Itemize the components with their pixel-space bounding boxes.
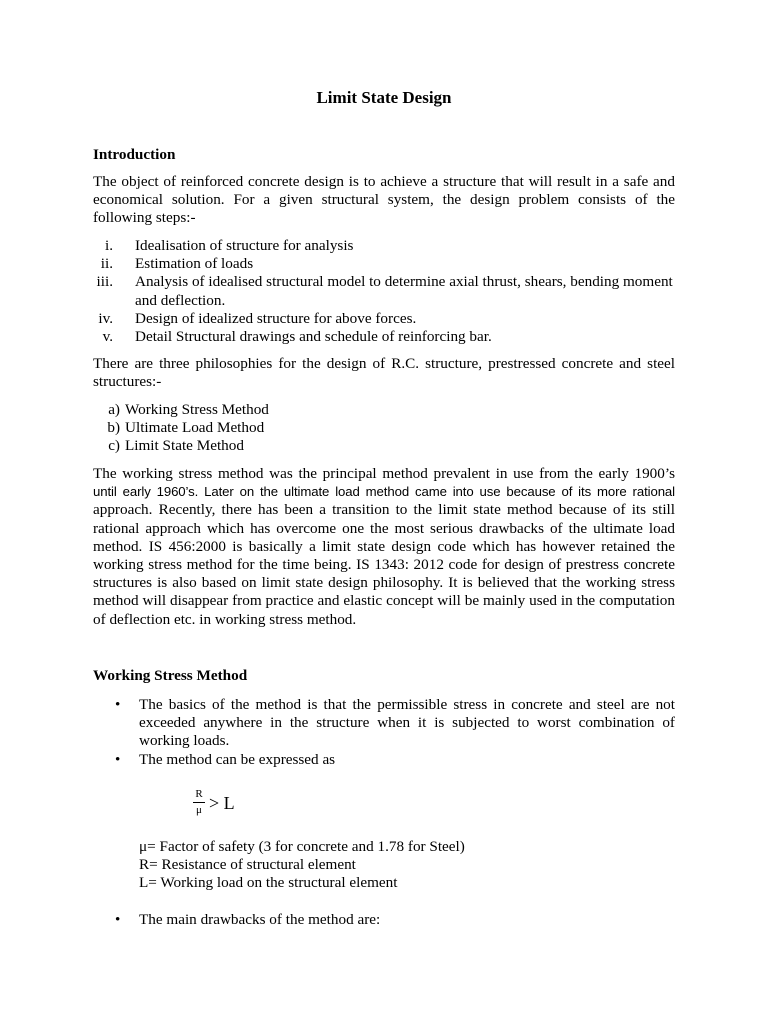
bullet-icon: • — [115, 750, 121, 768]
list-item-text: Analysis of idealised structural model to determine axial thrust, shears, bending moment — [135, 273, 673, 291]
formula-fraction — [193, 788, 205, 816]
list-item-letter: a) — [108, 401, 120, 418]
paragraph-line: until early 1960’s. Later on the ultimate load method came into use because of its more rational — [93, 484, 675, 500]
list-item — [93, 310, 675, 328]
bullet-item — [93, 911, 675, 929]
list-item — [93, 437, 675, 455]
paragraph-line: The working stress method was the principal method prevalent in use from the early 1900’s — [93, 465, 675, 482]
definition-line: μ= Factor of safety (3 for concrete and 1.78 for Steel) — [139, 838, 465, 855]
list-item-number: i. — [104, 237, 113, 254]
paragraph-line: working stress method for the time being. IS 1343: 2012 code for design of prestress concrete — [93, 555, 675, 573]
list-item-number: iv. — [98, 309, 113, 327]
list-item-number: v. — [102, 327, 113, 345]
list-item-continuation — [93, 292, 675, 310]
bullet-icon: • — [115, 696, 121, 713]
paragraph-line: The object of reinforced concrete design is to achieve a structure that will result in a safe and — [93, 173, 675, 190]
paragraph-line: There are three philosophies for the design of R.C. structure, prestressed concrete and steel — [93, 355, 675, 372]
list-item — [93, 328, 675, 346]
formula-definitions — [139, 838, 465, 893]
bullet-line: exceeded anywhere in the structure when it is subjected to worst combination of — [139, 714, 675, 732]
paragraph-line: rational approach which has overcome one the most serious drawbacks of the ultimate load — [93, 519, 675, 537]
bullet-item — [93, 696, 675, 751]
formula-relation: > L — [209, 793, 235, 813]
safety-formula — [193, 788, 273, 822]
list-item-number: ii. — [100, 255, 113, 273]
page-title: Limit State Design — [316, 88, 452, 107]
paragraph-line: structures:- — [93, 373, 162, 391]
list-item-number: iii. — [96, 273, 113, 291]
introduction-heading: Introduction — [93, 146, 176, 163]
list-item — [93, 273, 675, 291]
definition-line: L= Working load on the structural element — [139, 874, 398, 892]
bullet-item — [93, 751, 675, 769]
list-item-text: Estimation of loads — [135, 255, 254, 273]
fraction-bar — [193, 802, 205, 803]
bullet-line: The basics of the method is that the permissible stress in concrete and steel are not — [139, 696, 675, 713]
list-item — [93, 401, 675, 419]
history-paragraph — [93, 465, 675, 629]
paragraph-line: of deflection etc. in working stress method. — [93, 610, 357, 628]
paragraph-line: structures is also based on limit state design philosophy. It is believed that the working stress — [93, 574, 675, 592]
wsm-bullet-list-continued — [93, 911, 675, 929]
list-item-letter: c) — [108, 437, 120, 455]
list-item — [93, 237, 675, 255]
intro-paragraph — [93, 173, 675, 228]
list-item-text: Ultimate Load Method — [125, 419, 265, 437]
list-item-text: Idealisation of structure for analysis — [135, 237, 354, 254]
philosophies-paragraph — [93, 355, 675, 391]
bullet-line: The main drawbacks of the method are: — [139, 911, 381, 928]
definition-line: R= Resistance of structural element — [139, 856, 356, 874]
paragraph-line: method. IS 456:2000 is basically a limit state design code which has however retained the — [93, 537, 675, 555]
bullet-icon: • — [115, 911, 121, 928]
bullet-line: working loads. — [139, 732, 230, 750]
paragraph-line: approach. Recently, there has been a transition to the limit state method because of its still — [93, 501, 675, 519]
list-item-text: and deflection. — [135, 291, 226, 309]
list-item-text: Design of idealized structure for above forces. — [135, 309, 417, 327]
wsm-bullet-list — [93, 696, 675, 769]
paragraph-line: economical solution. For a given structural system, the design problem consists of the — [93, 191, 675, 209]
list-item — [93, 255, 675, 273]
paragraph-line: method will disappear from practice and elastic concept will be mainly used in the computation — [93, 592, 675, 610]
bullet-line: The method can be expressed as — [139, 750, 336, 768]
list-item-text: Limit State Method — [125, 437, 244, 455]
working-stress-method-heading: Working Stress Method — [93, 667, 248, 684]
paragraph-line: following steps:- — [93, 209, 196, 227]
design-methods-list — [93, 401, 675, 456]
formula-numerator: R — [195, 788, 203, 800]
design-steps-list — [93, 237, 675, 346]
list-item — [93, 419, 675, 437]
list-item-text: Detail Structural drawings and schedule of reinforcing bar. — [135, 327, 492, 345]
formula-denominator: μ — [196, 804, 202, 816]
list-item-text: Working Stress Method — [125, 401, 269, 418]
list-item-letter: b) — [107, 419, 120, 437]
